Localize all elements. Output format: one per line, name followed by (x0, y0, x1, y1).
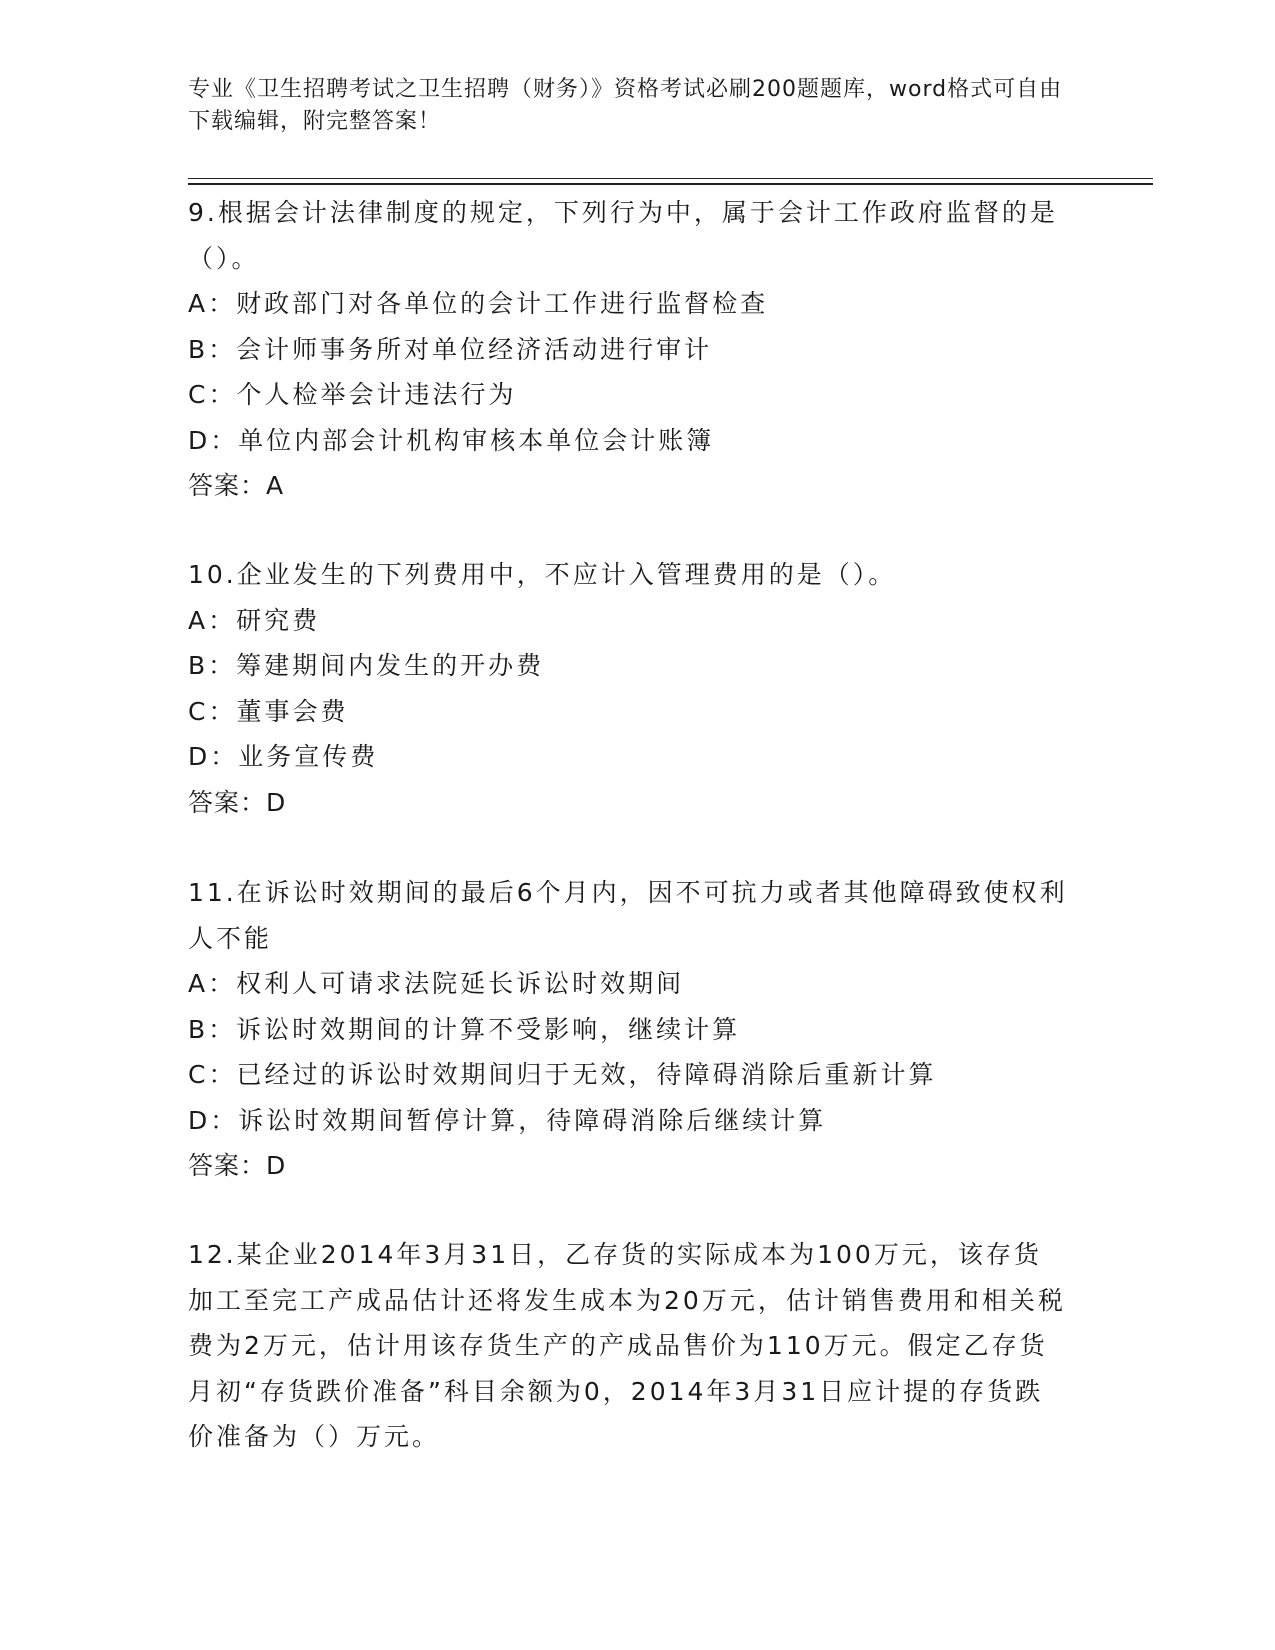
option-a: A：财政部门对各单位的会计工作进行监督检查 (188, 289, 769, 318)
question-10 (188, 552, 1068, 825)
option-b: B：筹建期间内发生的开办费 (188, 651, 545, 680)
question-stem: 12.某企业2014年3月31日，乙存货的实际成本为100万元，该存货加工至完工产成品估计还将发生成本为20万元，估计销售费用和相关税费为2万元，估计用该存货生产的产成品售价为110万元。假定乙存货月初“存货跌价准备”科目余额为0，2014年3月31日应计提的存货跌价准备为（）万元。 (188, 1240, 1066, 1451)
answer-line: 答案：A (188, 471, 285, 500)
question-11 (188, 870, 1068, 1189)
answer-line: 答案：D (188, 787, 287, 817)
option-c: C：已经过的诉讼时效期间归于无效，待障碍消除后重新计算 (188, 1060, 937, 1089)
option-b: B：会计师事务所对单位经济活动进行审计 (188, 334, 713, 364)
option-c: C：董事会费 (188, 696, 349, 726)
question-stem: 11.在诉讼时效期间的最后6个月内，因不可抗力或者其他障碍致使权利人不能 (188, 878, 1068, 953)
header-divider (188, 178, 1153, 179)
option-a: A：权利人可请求法院延长诉讼时效期间 (188, 969, 685, 998)
option-d: D：单位内部会计机构审核本单位会计账簿 (188, 425, 715, 455)
document-header (188, 74, 1068, 138)
question-12 (188, 1232, 1068, 1460)
question-9 (188, 190, 1068, 509)
option-b: B：诉讼时效期间的计算不受影响，继续计算 (188, 1014, 741, 1044)
question-stem: 9.根据会计法律制度的规定，下列行为中，属于会计工作政府监督的是（）。 (188, 198, 1058, 273)
header-divider-thick (188, 183, 1153, 185)
question-stem: 10.企业发生的下列费用中，不应计入管理费用的是（）。 (188, 560, 897, 589)
answer-line: 答案：D (188, 1151, 287, 1180)
option-d: D：业务宣传费 (188, 742, 379, 771)
option-a: A：研究费 (188, 605, 321, 635)
option-d: D：诉讼时效期间暂停计算，待障碍消除后继续计算 (188, 1105, 827, 1135)
option-c: C：个人检举会计违法行为 (188, 380, 517, 409)
header-intro: 专业《卫生招聘考试之卫生招聘（财务）》资格考试必刷200题题库，word格式可自由下载编辑，附完整答案！ (188, 77, 1063, 134)
